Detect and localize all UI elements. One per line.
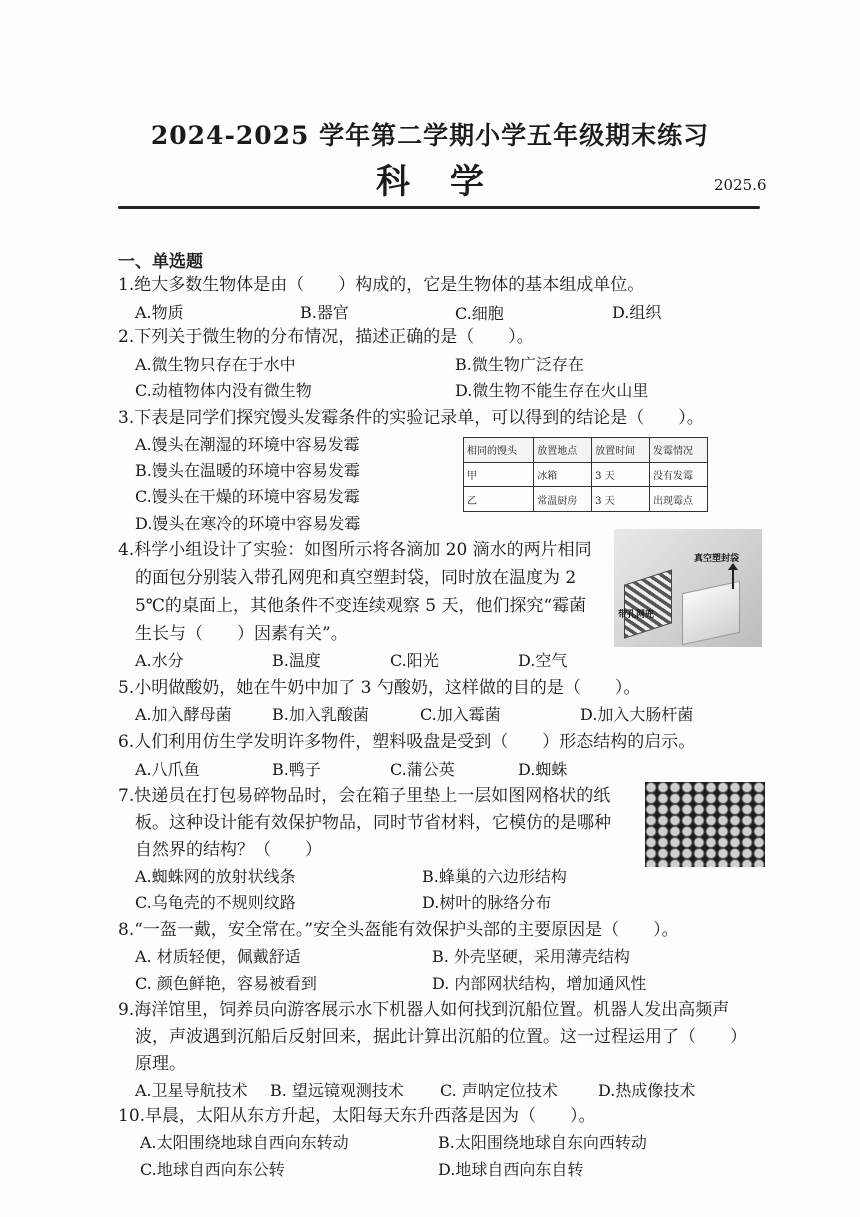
q3-record-table — [463, 437, 708, 512]
exam-date: 2025.6 — [714, 176, 767, 194]
q10-option-c: C.地球自西向东公转 — [140, 1160, 285, 1179]
q6-option-d: D.蜘蛛 — [518, 760, 568, 779]
q5-option-a: A.加入酵母菌 — [135, 705, 232, 724]
table-header-cell: 放置地点 — [534, 438, 592, 463]
exam-title: 2024-2025 学年第二学期小学五年级期末练习 — [150, 121, 710, 150]
q7-stem-line1: 7.快递员在打包易碎物品时，会在箱子里垫上一层如图网格状的纸 — [118, 786, 611, 806]
q10-stem: 10.早晨，太阳从东方升起，太阳每天东升西落是因为（ ）。 — [118, 1106, 596, 1126]
q4-stem-line3: 5℃的桌面上，其他条件不变连续观察 5 天，他们探究“霉菌 — [135, 596, 587, 616]
q4-stem-line4: 生长与（ ）因素有关”。 — [135, 624, 348, 644]
q8-option-c: C. 颜色鲜艳，容易被看到 — [135, 974, 317, 993]
q3-option-c: C.馒头在干燥的环境中容易发霉 — [135, 487, 360, 506]
table-cell: 甲 — [464, 462, 534, 487]
q9-stem-line1: 9.海洋馆里，饲养员向游客展示水下机器人如何找到沉船位置。机器人发出高频声 — [118, 1000, 730, 1020]
mesh-bag-shape — [624, 569, 672, 639]
q1-option-b: B.器官 — [300, 303, 349, 322]
q2-stem: 2.下列关于微生物的分布情况，描述正确的是（ ）。 — [118, 327, 534, 347]
honeycomb-cardboard-photo — [645, 782, 765, 867]
q4-option-c: C.阳光 — [390, 651, 439, 670]
table-cell: 没有发霉 — [650, 462, 708, 487]
table-row — [464, 487, 708, 512]
bread-bags-photo — [614, 529, 762, 647]
q3-option-d: D.馒头在寒冷的环境中容易发霉 — [135, 514, 361, 533]
q9-option-d: D.热成像技术 — [598, 1081, 696, 1100]
q9-option-c: C. 声呐定位技术 — [440, 1081, 558, 1100]
q7-option-a: A.蜘蛛网的放射状线条 — [135, 867, 296, 886]
q8-option-b: B. 外壳坚硬，采用薄壳结构 — [432, 947, 630, 966]
q10-option-d: D.地球自西向东自转 — [438, 1160, 584, 1179]
q9-stem-line3: 原理。 — [135, 1054, 186, 1074]
q7-option-d: D.树叶的脉络分布 — [422, 893, 552, 912]
section-title: 一、单选题 — [118, 252, 203, 272]
q2-option-b: B.微生物广泛存在 — [455, 355, 584, 374]
q8-option-d: D. 内部网状结构，增加通风性 — [432, 974, 647, 993]
table-header-cell: 放置时间 — [592, 438, 650, 463]
q7-option-b: B.蜂巢的六边形结构 — [422, 867, 567, 886]
q3-option-b: B.馒头在温暖的环境中容易发霉 — [135, 461, 360, 480]
q9-option-b: B. 望远镜观测技术 — [270, 1081, 404, 1100]
q5-option-b: B.加入乳酸菌 — [272, 705, 369, 724]
q8-stem: 8.“一盔一戴，安全常在。”安全头盔能有效保护头部的主要原因是（ ）。 — [118, 920, 679, 940]
vacuum-bag-shape — [682, 581, 740, 645]
q6-option-a: A.八爪鱼 — [135, 760, 200, 779]
q4-option-a: A.水分 — [135, 651, 184, 670]
table-cell: 3 天 — [592, 487, 650, 512]
q4-option-b: B.温度 — [272, 651, 321, 670]
q6-option-c: C.蒲公英 — [390, 760, 455, 779]
exam-subject: 科学 — [376, 162, 524, 202]
table-header-row — [464, 438, 708, 463]
q7-stem-line3: 自然界的结构？（ ） — [135, 840, 322, 860]
q7-stem-line2: 板。这种设计能有效保护物品，同时节省材料，它模仿的是哪种 — [135, 813, 611, 833]
table-cell: 出现霉点 — [650, 487, 708, 512]
q8-option-a: A. 材质轻便，佩戴舒适 — [135, 947, 301, 966]
q2-option-a: A.微生物只存在于水中 — [135, 355, 296, 374]
q6-stem: 6.人们利用仿生学发明许多物件，塑料吸盘是受到（ ）形态结构的启示。 — [118, 732, 696, 752]
q2-option-c: C.动植物体内没有微生物 — [135, 381, 312, 400]
q4-stem-line1: 4.科学小组设计了实验：如图所示将各滴加 20 滴水的两片相同 — [118, 540, 592, 560]
q5-stem: 5.小明做酸奶，她在牛奶中加了 3 勺酸奶，这样做的目的是（ ）。 — [118, 678, 641, 698]
q2-option-d: D.微生物不能生存在火山里 — [455, 381, 649, 400]
q1-option-a: A.物质 — [135, 303, 184, 322]
q3-option-a: A.馒头在潮湿的环境中容易发霉 — [135, 435, 360, 454]
table-cell: 乙 — [464, 487, 534, 512]
q5-option-c: C.加入霉菌 — [420, 705, 501, 724]
q9-stem-line2: 波，声波遇到沉船后反射回来，据此计算出沉船的位置。这一过程运用了（ ） — [135, 1027, 747, 1047]
q10-option-b: B.太阳围绕地球自东向西转动 — [438, 1133, 647, 1152]
q6-option-b: B.鸭子 — [272, 760, 321, 779]
table-header-cell: 发霉情况 — [650, 438, 708, 463]
header-rule — [118, 206, 760, 209]
q1-option-c: C.细胞 — [455, 304, 504, 323]
q7-option-c: C.乌龟壳的不规则纹路 — [135, 893, 296, 912]
table-row — [464, 462, 708, 487]
q5-option-d: D.加入大肠杆菌 — [580, 705, 694, 724]
q4-stem-line2: 的面包分别装入带孔网兜和真空塑封袋，同时放在温度为 2 — [135, 568, 577, 588]
q1-option-d: D.组织 — [612, 303, 662, 322]
arrow-up-icon — [732, 567, 734, 589]
vacuum-bag-label: 真空塑封袋 — [694, 554, 740, 564]
q3-stem: 3.下表是同学们探究馒头发霉条件的实验记录单，可以得到的结论是（ ）。 — [118, 408, 704, 428]
q4-option-d: D.空气 — [518, 651, 568, 670]
table-header-cell: 相同的馒头 — [464, 438, 534, 463]
q10-option-a: A.太阳围绕地球自西向东转动 — [140, 1133, 349, 1152]
table-cell: 常温厨房 — [534, 487, 592, 512]
q1-stem: 1.绝大多数生物体是由（ ）构成的，它是生物体的基本组成单位。 — [118, 275, 645, 295]
table-cell: 冰箱 — [534, 462, 592, 487]
q9-option-a: A.卫星导航技术 — [135, 1081, 248, 1100]
table-cell: 3 天 — [592, 462, 650, 487]
mesh-bag-label: 带孔网兜 — [618, 610, 655, 620]
